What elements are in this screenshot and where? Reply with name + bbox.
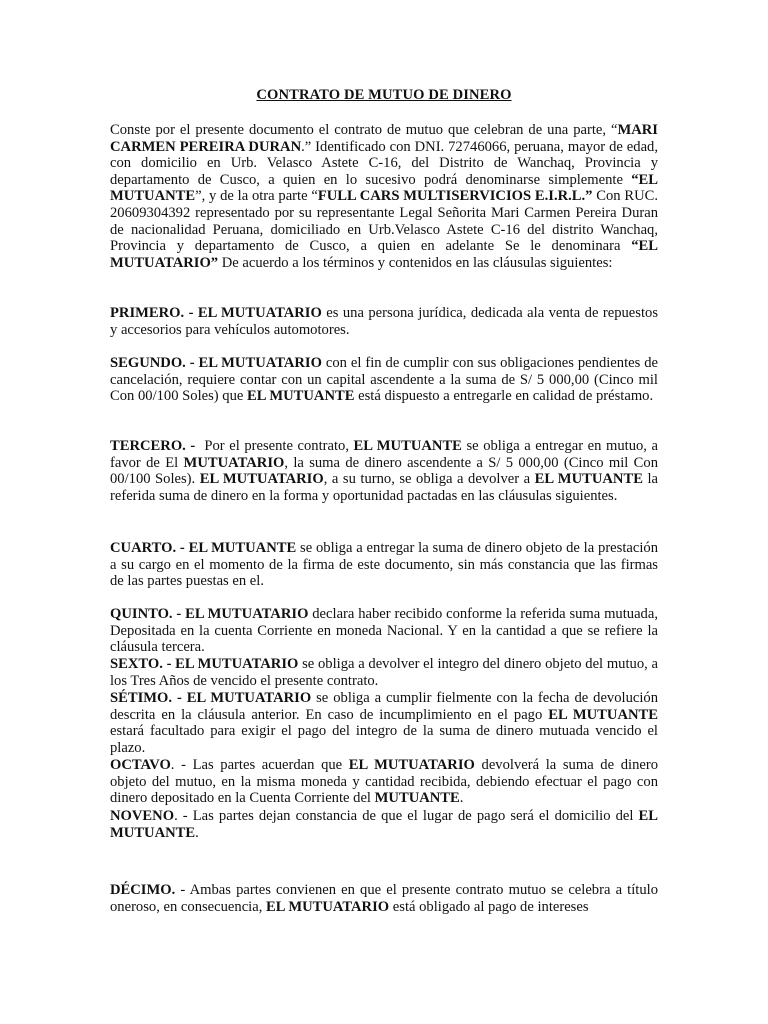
clause-tercero-bold-2: EL MUTUANTE: [353, 438, 462, 454]
intro-text-2: .” Identificado con DNI. 72746066, peruana, mayor de edad, con domicilio en Urb. Velasco Astete C-16, del Distrito de Wanchaq, Provincia y departamento de Cusco, a quien en lo sucesivo podrá denominarse simplemente: [110, 138, 658, 188]
clause-tercero-heading: TERCERO. -: [110, 438, 196, 454]
clause-noveno-bold-2: EL MUTUANTE: [110, 808, 658, 841]
clause-sexto: [110, 656, 658, 689]
clause-octavo-text-3: .: [459, 790, 464, 807]
clause-tercero-bold-3: MUTUATARIO: [183, 454, 285, 471]
clause-tercero-text-2: se obliga a entregar en mutuo, a favor de El: [110, 438, 659, 471]
clause-tercero-bold-4: EL MUTUATARIO: [199, 471, 324, 488]
clause-setimo-text-2: estará facultado para exigir el pago del integro de la suma de dinero mutuada vencido el plazo.: [110, 723, 658, 756]
intro-borrower-label: “EL MUTUATARIO”: [110, 238, 658, 271]
clause-octavo-heading: OCTAVO: [110, 757, 171, 773]
intro-borrower-name: FULL CARS MULTISERVICIOS E.I.R.L.”: [317, 188, 593, 205]
clause-tercero-bold-5: EL MUTUANTE: [534, 471, 643, 488]
clause-decimo: [110, 882, 658, 915]
clause-tercero-text-5: la referida suma de dinero en la forma y oportunidad pactadas en las cláusulas siguientes.: [110, 471, 659, 504]
clause-primero-heading: PRIMERO. - EL MUTUATARIO: [110, 305, 322, 321]
clause-cuarto-heading: CUARTO. - EL MUTUANTE: [110, 540, 297, 556]
clause-segundo-text-2: está dispuesto a entregarle en calidad de préstamo.: [354, 388, 654, 405]
clause-sexto-text: se obliga a devolver el integro del dinero objeto del mutuo, a los Tres Años de vencido el presente contrato.: [110, 656, 658, 689]
clause-setimo-heading: SÉTIMO. - EL MUTUATARIO: [110, 690, 312, 706]
clause-segundo-heading: SEGUNDO. - EL MUTUATARIO: [110, 355, 322, 371]
clause-tercero-text-4: , a su turno, se obliga a devolver a: [323, 471, 535, 488]
clause-decimo-heading: DÉCIMO.: [110, 882, 176, 898]
clause-decimo-text-1: - Ambas partes convienen en que el presente contrato mutuo se celebra a título oneroso, en consecuencia,: [110, 882, 658, 915]
clause-quinto: [110, 606, 658, 656]
intro-text-1: Conste por el presente documento el contrato de mutuo que celebran de una parte, “: [110, 122, 618, 138]
clause-primero-text: es una persona jurídica, dedicada ala venta de repuestos y accesorios para vehículos automotores.: [110, 305, 658, 338]
clause-decimo-text-2: está obligado al pago de intereses: [389, 898, 589, 915]
clause-octavo-bold-3: MUTUANTE: [374, 790, 460, 807]
clause-segundo-bold-2: EL MUTUANTE: [247, 388, 355, 405]
clause-noveno: [110, 808, 658, 841]
clause-noveno-text-1: . - Las partes dejan constancia de que el lugar de pago será el domicilio del: [174, 808, 639, 824]
intro-lender-label: “EL MUTUANTE: [110, 171, 658, 205]
document-title: CONTRATO DE MUTUO DE DINERO: [256, 87, 512, 103]
clause-tercero-text-1: Por el presente contrato,: [195, 438, 354, 454]
clause-octavo: [110, 757, 658, 807]
clause-cuarto-text: se obliga a entregar la suma de dinero objeto de la prestación a su cargo en el momento de la firma de este documento, sin más constancia que las firmas de las partes puestas en el.: [110, 540, 658, 590]
clause-cuarto: [110, 540, 658, 590]
clause-octavo-bold-2: EL MUTUATARIO: [348, 757, 475, 773]
clause-segundo: [110, 355, 658, 405]
clause-setimo: [110, 690, 658, 756]
clause-quinto-text: declara haber recibido conforme la referida suma mutuada, Depositada en la cuenta Corriente en moneda Nacional. Y en la cantidad a que se refiere la cláusula tercera.: [110, 606, 658, 656]
clause-octavo-text-1: . - Las partes acuerdan que: [170, 757, 349, 773]
clause-setimo-text-1: se obliga a cumplir fielmente con la fecha de devolución descrita en la cláusula anterior. En caso de incumplimiento en el pago: [110, 690, 658, 723]
clause-setimo-bold-2: EL MUTUANTE: [548, 706, 658, 723]
clause-tercero-text-3: , la suma de dinero ascendente a S/ 5 000,00 (Cinco mil Con 00/100 Soles).: [110, 454, 659, 488]
clause-decimo-bold-2: EL MUTUATARIO: [266, 898, 390, 915]
intro-lender-name: MARI CARMEN PEREIRA DURAN: [110, 122, 658, 155]
intro-text-5: De acuerdo a los términos y contenidos en las cláusulas siguientes:: [218, 254, 613, 271]
clause-octavo-text-2: devolverá la suma de dinero objeto del mutuo, en la misma moneda y cantidad recibida, debiendo efectuar el pago con dinero depositado en la Cuenta Corriente del: [110, 757, 659, 807]
clause-segundo-text-1: con el fin de cumplir con sus obligaciones pendientes de cancelación, requiere contar con un capital ascendente a la suma de S/ 5 000,00 (Cinco mil Con 00/100 Soles) que: [110, 355, 658, 405]
intro-text-3: ”, y de la otra parte “: [195, 188, 318, 205]
clause-primero: [110, 305, 658, 338]
intro-text-4: Con RUC. 20609304392 representado por su representante Legal Señorita Mari Carmen Pereira Duran de nacionalidad Peruana, domiciliado en Urb.Velasco Astete C-16 del distrito Wanchaq, Provincia y departamento de Cusco, a quien en adelante Se le denominara: [110, 188, 658, 255]
clause-sexto-heading: SEXTO. - EL MUTUATARIO: [110, 656, 299, 672]
clause-noveno-heading: NOVENO: [110, 808, 175, 824]
clause-noveno-text-2: .: [195, 824, 199, 841]
clause-tercero: [110, 438, 658, 504]
clause-quinto-heading: QUINTO. - EL MUTUATARIO: [110, 606, 309, 622]
intro-paragraph: [110, 122, 658, 271]
